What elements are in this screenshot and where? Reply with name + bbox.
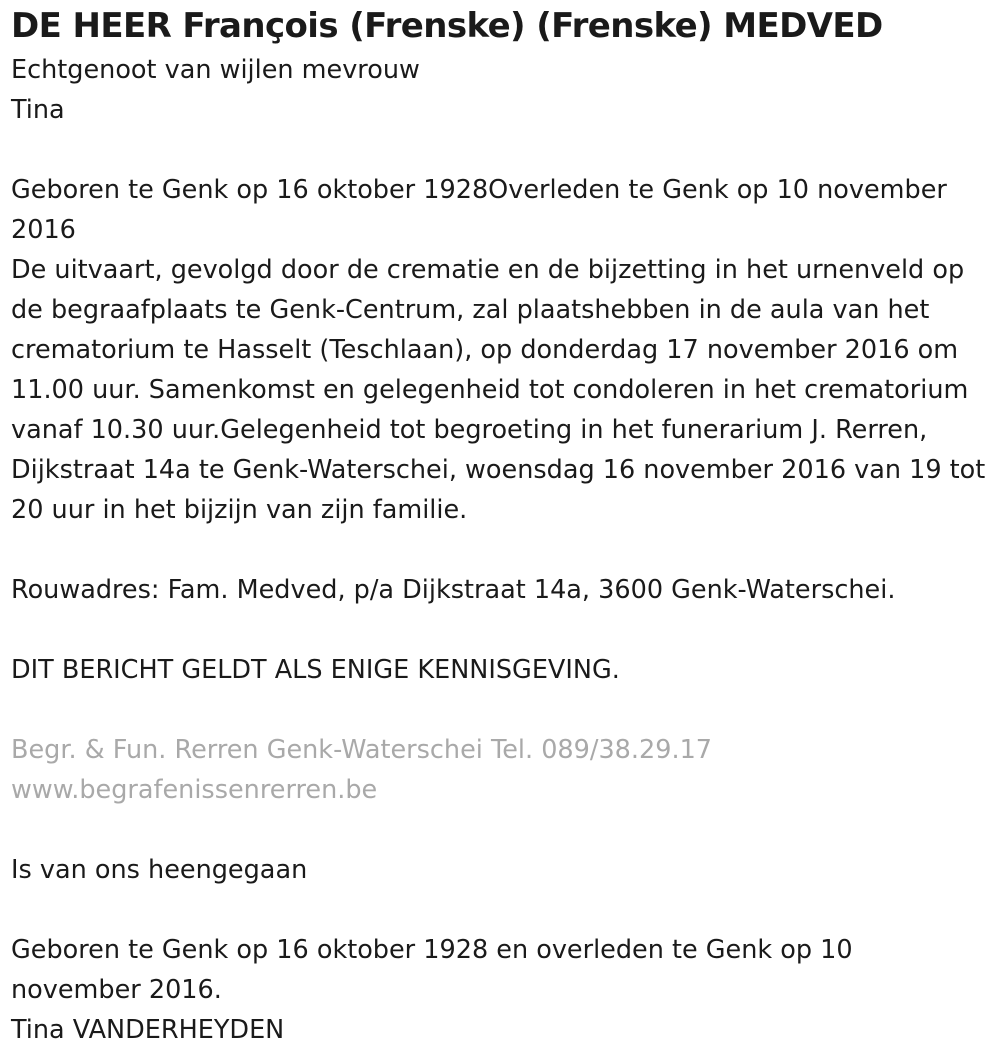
- spacer: [11, 610, 986, 650]
- spouse-name: Tina: [11, 95, 65, 125]
- undertaker-website: www.begrafenissenrerren.be: [11, 775, 378, 805]
- mourning-address: Rouwadres: Fam. Medved, p/a Dijkstraat 14a, 3600 Genk-Waterschei.: [11, 575, 896, 605]
- passed-away-heading: Is van ons heengegaan: [11, 855, 308, 885]
- birth-death-text: Geboren te Genk op 16 oktober 1928Overleden te Genk op 10 november 2016: [11, 175, 947, 245]
- spacer: [11, 530, 986, 570]
- spouse-line: Echtgenoot van wijlen mevrouw: [11, 55, 420, 85]
- birth-death-text-2: Geboren te Genk op 16 oktober 1928 en overleden te Genk op 10 november 2016.: [11, 935, 853, 1005]
- spacer: [11, 890, 986, 930]
- obituary-notice: [11, 2, 986, 1050]
- spacer: [11, 810, 986, 850]
- funeral-details-text: De uitvaart, gevolgd door de crematie en de bijzetting in het urnenveld op de begraafplaats te Genk-Centrum, zal plaatshebben in de aula van het crematorium te Hasselt (Teschlaan), op donderdag 17 november 2016 om 11.00 uur. Samenkomst en gelegenheid tot condoleren in het crematorium vanaf 10.30 uur.Gelegenheid tot begroeting in het funerarium J. Rerren, Dijkstraat 14a te Genk-Waterschei, woensdag 16 november 2016 van 19 tot 20 uur in het bijzijn van zijn familie.: [11, 255, 986, 525]
- spacer: [11, 690, 986, 730]
- undertaker-contact: Begr. & Fun. Rerren Genk-Waterschei Tel. 089/38.29.17: [11, 735, 713, 765]
- signatory-name: Tina VANDERHEYDEN: [11, 1015, 285, 1045]
- deceased-name-title: DE HEER François (Frenske) (Frenske) MEDVED: [11, 6, 883, 46]
- sole-notice-statement: DIT BERICHT GELDT ALS ENIGE KENNISGEVING.: [11, 655, 620, 685]
- spacer: [11, 130, 986, 170]
